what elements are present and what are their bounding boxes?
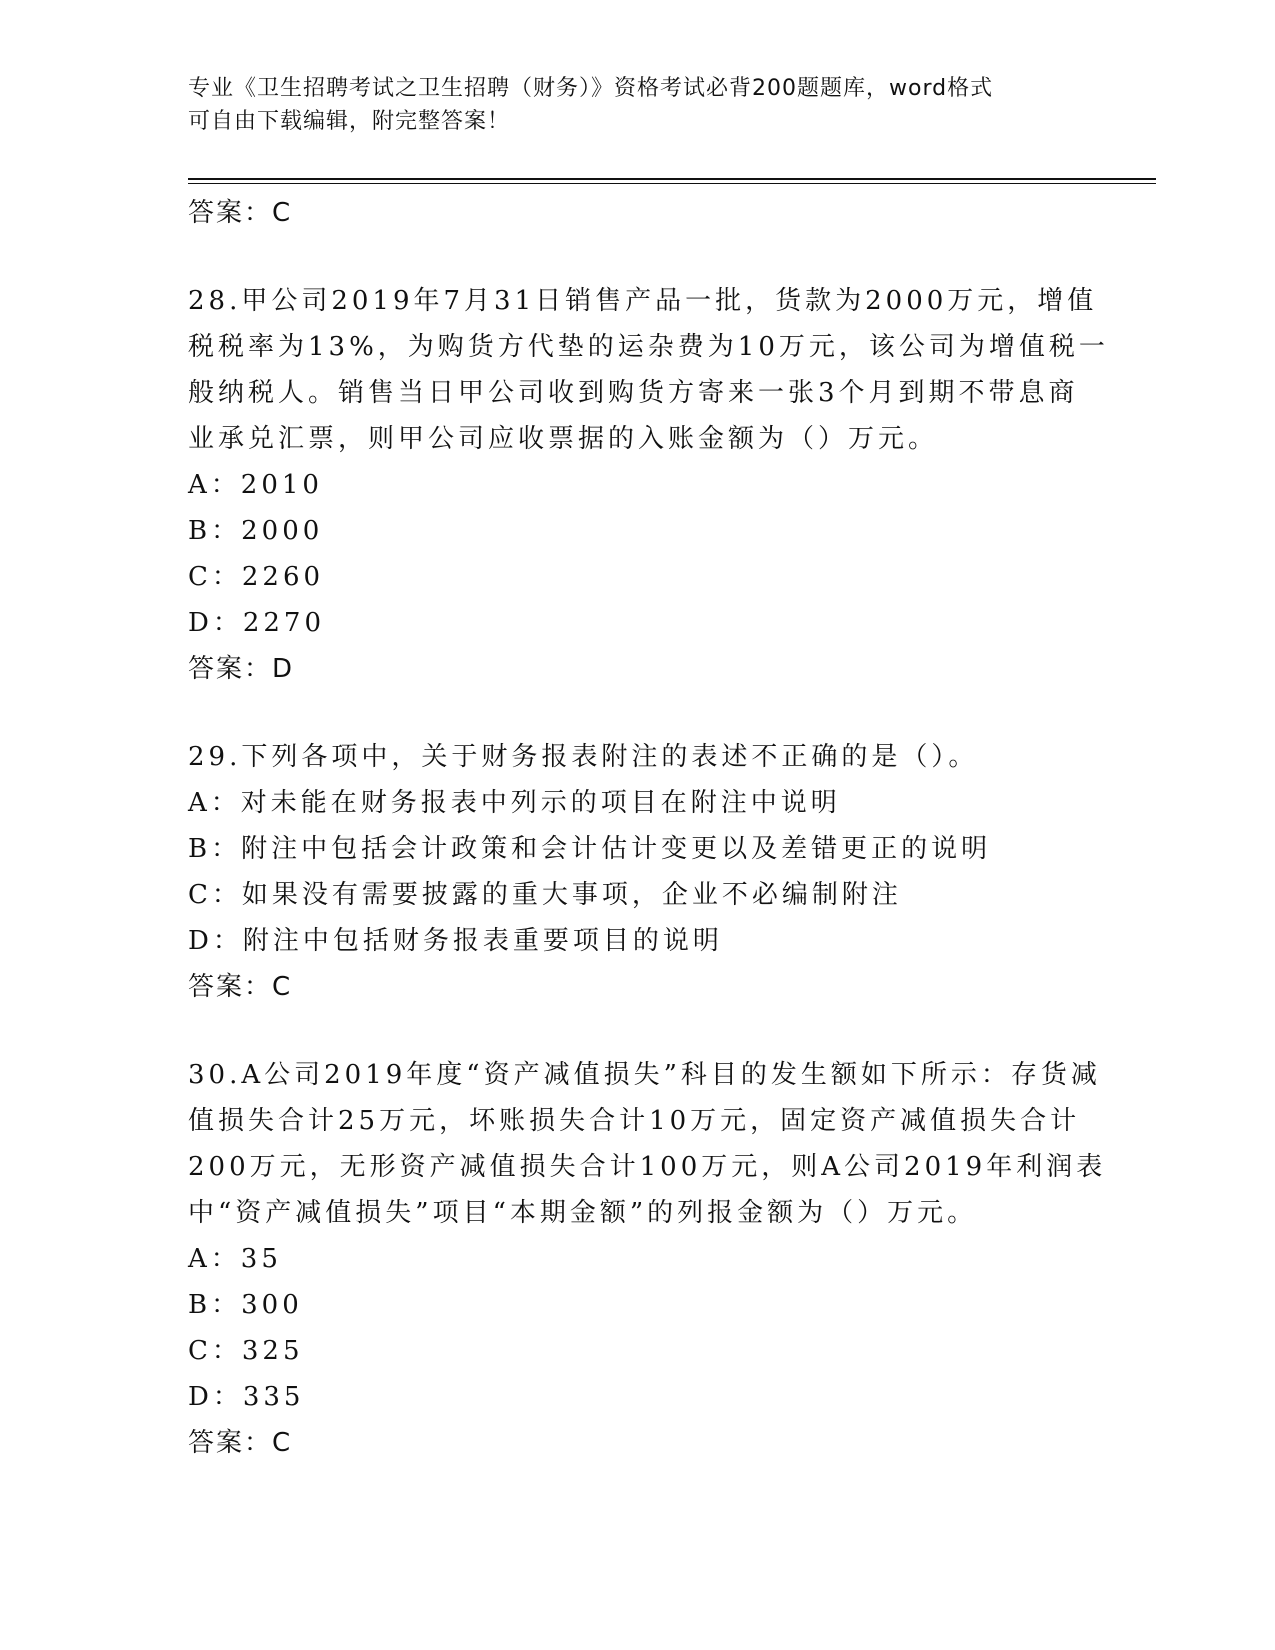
header-title-line-2: 可自由下载编辑，附完整答案！	[188, 109, 511, 134]
option-b: B：附注中包括会计政策和会计估计变更以及差错更正的说明	[188, 834, 992, 864]
option-a: A：35	[188, 1244, 282, 1274]
question-stem-line: 值损失合计25万元，坏账损失合计10万元，固定资产减值损失合计	[188, 1106, 1081, 1136]
question-stem-line: 业承兑汇票，则甲公司应收票据的入账金额为（）万元。	[188, 424, 939, 454]
question-stem-line: 税税率为13%，为购货方代垫的运杂费为10万元，该公司为增值税一	[188, 332, 1109, 362]
question-block-28	[188, 278, 1109, 692]
question-stem-line: 30.A公司2019年度“资产减值损失”科目的发生额如下所示：存货减	[188, 1060, 1101, 1090]
option-a: A：2010	[188, 470, 323, 500]
question-stem-line: 29.下列各项中，关于财务报表附注的表述不正确的是（）。	[188, 742, 979, 772]
answer-label: 答案：D	[188, 654, 295, 684]
question-block-30	[188, 1052, 1107, 1466]
document-header	[188, 72, 1088, 138]
previous-answer: 答案：C	[188, 198, 293, 228]
question-stem-line: 200万元，无形资产减值损失合计100万元，则A公司2019年利润表	[188, 1152, 1107, 1182]
option-c: C：如果没有需要披露的重大事项，企业不必编制附注	[188, 880, 902, 910]
option-c: C：2260	[188, 562, 325, 592]
option-a: A：对未能在财务报表中列示的项目在附注中说明	[188, 788, 841, 818]
option-c: C：325	[188, 1336, 304, 1366]
question-stem-line: 般纳税人。销售当日甲公司收到购货方寄来一张3个月到期不带息商	[188, 378, 1079, 408]
option-d: D：2270	[188, 608, 326, 638]
answer-label: 答案：C	[188, 972, 293, 1002]
option-d: D：附注中包括财务报表重要项目的说明	[188, 926, 723, 956]
answer-label: 答案：C	[188, 1428, 293, 1458]
question-stem-line: 28.甲公司2019年7月31日销售产品一批，货款为2000万元，增值	[188, 286, 1098, 316]
spacer	[188, 692, 1088, 734]
question-block-29	[188, 734, 1088, 1010]
spacer	[188, 236, 1088, 278]
question-stem	[188, 734, 1088, 780]
header-divider-thick	[188, 178, 1156, 180]
question-stem	[188, 278, 1109, 462]
option-b: B：300	[188, 1290, 303, 1320]
question-stem-line: 中“资产减值损失”项目“本期金额”的列报金额为（）万元。	[188, 1198, 978, 1228]
option-b: B：2000	[188, 516, 324, 546]
header-title-line-1: 专业《卫生招聘考试之卫生招聘（财务）》资格考试必背200题题库，word格式	[188, 76, 994, 101]
option-d: D：335	[188, 1382, 305, 1412]
spacer	[188, 1010, 1088, 1052]
header-divider-thin	[188, 183, 1156, 184]
question-content	[188, 190, 1109, 1466]
question-stem	[188, 1052, 1107, 1236]
